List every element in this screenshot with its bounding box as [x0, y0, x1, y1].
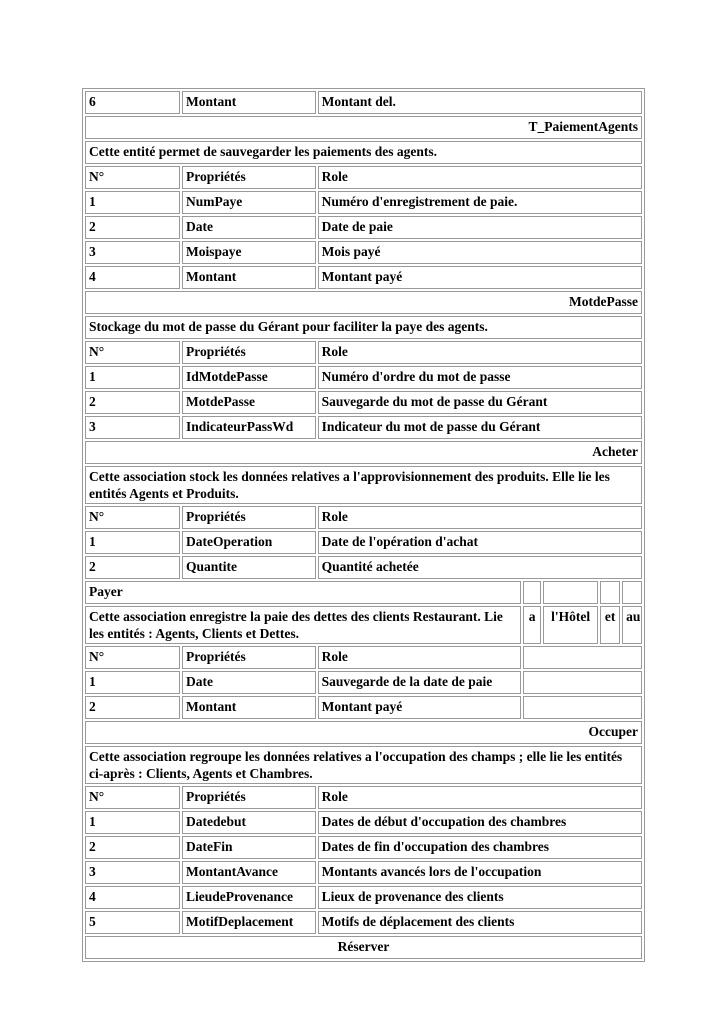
empty-cell: [523, 646, 642, 669]
empty-cell: [523, 581, 541, 604]
header-properties: Propriétés: [182, 341, 316, 364]
property-role: Indicateur du mot de passe du Gérant: [318, 416, 642, 439]
property-name: IndicateurPassWd: [182, 416, 316, 439]
header-number: N°: [85, 646, 180, 669]
property-name: IdMotdePasse: [182, 366, 316, 389]
table-row: [85, 811, 642, 834]
entities-table: [82, 88, 645, 962]
table-row: [85, 861, 642, 884]
table-row: [85, 391, 642, 414]
header-role: Role: [318, 646, 522, 669]
table-row: [85, 671, 642, 694]
document-table-wrapper: [82, 88, 645, 962]
row-number: 1: [85, 531, 180, 554]
table-row: [85, 191, 642, 214]
section-title: T_PaiementAgents: [85, 116, 642, 139]
section-title: Acheter: [85, 441, 642, 464]
property-name: Montant: [182, 91, 316, 114]
property-name: LieudeProvenance: [182, 886, 316, 909]
section-title-row: [85, 441, 642, 464]
section-description-row: [85, 466, 642, 504]
header-properties: Propriétés: [182, 646, 316, 669]
section-description-row: [85, 141, 642, 164]
section-description: Cette entité permet de sauvegarder les paiements des agents.: [85, 141, 642, 164]
row-number: 5: [85, 911, 180, 934]
section-title: Réserver: [85, 936, 642, 959]
header-number: N°: [85, 786, 180, 809]
empty-cell: [622, 581, 642, 604]
header-properties: Propriétés: [182, 166, 316, 189]
description-fragment: a: [523, 606, 541, 644]
section-description-row: [85, 746, 642, 784]
property-role: Sauvegarde du mot de passe du Gérant: [318, 391, 642, 414]
property-role: Mois payé: [318, 241, 642, 264]
property-role: Lieux de provenance des clients: [318, 886, 642, 909]
property-role: Date de paie: [318, 216, 642, 239]
row-number: 2: [85, 391, 180, 414]
section-title-row: [85, 721, 642, 744]
table-header-row: [85, 341, 642, 364]
section-title: MotdePasse: [85, 291, 642, 314]
property-name: Datedebut: [182, 811, 316, 834]
table-row: [85, 886, 642, 909]
row-number: 1: [85, 811, 180, 834]
section-description: Cette association regroupe les données relatives a l'occupation des champs ; elle lie les entités ci-après : Clients, Agents et Chambres.: [85, 746, 642, 784]
property-name: MotdePasse: [182, 391, 316, 414]
property-name: Date: [182, 216, 316, 239]
empty-cell: [600, 581, 620, 604]
section-description: Cette association enregistre la paie des dettes des clients Restaurant. Lie les entités : Agents, Clients et Dettes.: [85, 606, 521, 644]
description-fragment: au: [622, 606, 642, 644]
property-role: Dates de fin d'occupation des chambres: [318, 836, 642, 859]
section-title-row: [85, 581, 642, 604]
row-number: 2: [85, 556, 180, 579]
row-number: 2: [85, 836, 180, 859]
table-header-row: [85, 166, 642, 189]
property-role: Quantité achetée: [318, 556, 642, 579]
property-role: Montant payé: [318, 696, 522, 719]
table-row: [85, 216, 642, 239]
header-role: Role: [318, 341, 642, 364]
row-number: 2: [85, 696, 180, 719]
row-number: 1: [85, 366, 180, 389]
property-name: Moispaye: [182, 241, 316, 264]
property-name: MotifDeplacement: [182, 911, 316, 934]
row-number: 1: [85, 191, 180, 214]
section-title-row: [85, 291, 642, 314]
table-row: [85, 836, 642, 859]
header-role: Role: [318, 166, 642, 189]
empty-cell: [523, 696, 642, 719]
table-row: [85, 91, 642, 114]
property-name: Quantite: [182, 556, 316, 579]
description-fragment: et: [600, 606, 620, 644]
property-role: Motifs de déplacement des clients: [318, 911, 642, 934]
table-row: [85, 696, 642, 719]
property-role: Montants avancés lors de l'occupation: [318, 861, 642, 884]
property-role: Numéro d'ordre du mot de passe: [318, 366, 642, 389]
row-number: 3: [85, 241, 180, 264]
table-row: [85, 531, 642, 554]
section-title-row: [85, 936, 642, 959]
section-description-row: [85, 316, 642, 339]
table-row: [85, 266, 642, 289]
row-number: 3: [85, 416, 180, 439]
property-name: NumPaye: [182, 191, 316, 214]
property-role: Montant del.: [318, 91, 642, 114]
property-name: Montant: [182, 266, 316, 289]
property-role: Dates de début d'occupation des chambres: [318, 811, 642, 834]
row-number: 4: [85, 886, 180, 909]
table-row: [85, 366, 642, 389]
property-name: MontantAvance: [182, 861, 316, 884]
header-properties: Propriétés: [182, 506, 316, 529]
header-role: Role: [318, 786, 642, 809]
table-header-row: [85, 506, 642, 529]
property-role: Sauvegarde de la date de paie: [318, 671, 522, 694]
header-properties: Propriétés: [182, 786, 316, 809]
header-role: Role: [318, 506, 642, 529]
table-row: [85, 241, 642, 264]
table-row: [85, 556, 642, 579]
row-number: 2: [85, 216, 180, 239]
property-role: Numéro d'enregistrement de paie.: [318, 191, 642, 214]
table-row: [85, 416, 642, 439]
property-name: Date: [182, 671, 316, 694]
row-number: 4: [85, 266, 180, 289]
table-header-row: [85, 646, 642, 669]
section-title: Payer: [85, 581, 521, 604]
row-number: 1: [85, 671, 180, 694]
header-number: N°: [85, 341, 180, 364]
description-fragment: l'Hôtel: [543, 606, 598, 644]
empty-cell: [543, 581, 598, 604]
section-description: Stockage du mot de passe du Gérant pour faciliter la paye des agents.: [85, 316, 642, 339]
header-number: N°: [85, 166, 180, 189]
table-header-row: [85, 786, 642, 809]
empty-cell: [523, 671, 642, 694]
property-name: DateFin: [182, 836, 316, 859]
header-number: N°: [85, 506, 180, 529]
row-number: 6: [85, 91, 180, 114]
property-role: Montant payé: [318, 266, 642, 289]
section-description: Cette association stock les données relatives a l'approvisionnement des produits. Elle lie les entités Agents et Produits.: [85, 466, 642, 504]
section-description-row: [85, 606, 642, 644]
row-number: 3: [85, 861, 180, 884]
property-role: Date de l'opération d'achat: [318, 531, 642, 554]
property-name: DateOperation: [182, 531, 316, 554]
table-row: [85, 911, 642, 934]
section-title: Occuper: [85, 721, 642, 744]
section-title-row: [85, 116, 642, 139]
property-name: Montant: [182, 696, 316, 719]
